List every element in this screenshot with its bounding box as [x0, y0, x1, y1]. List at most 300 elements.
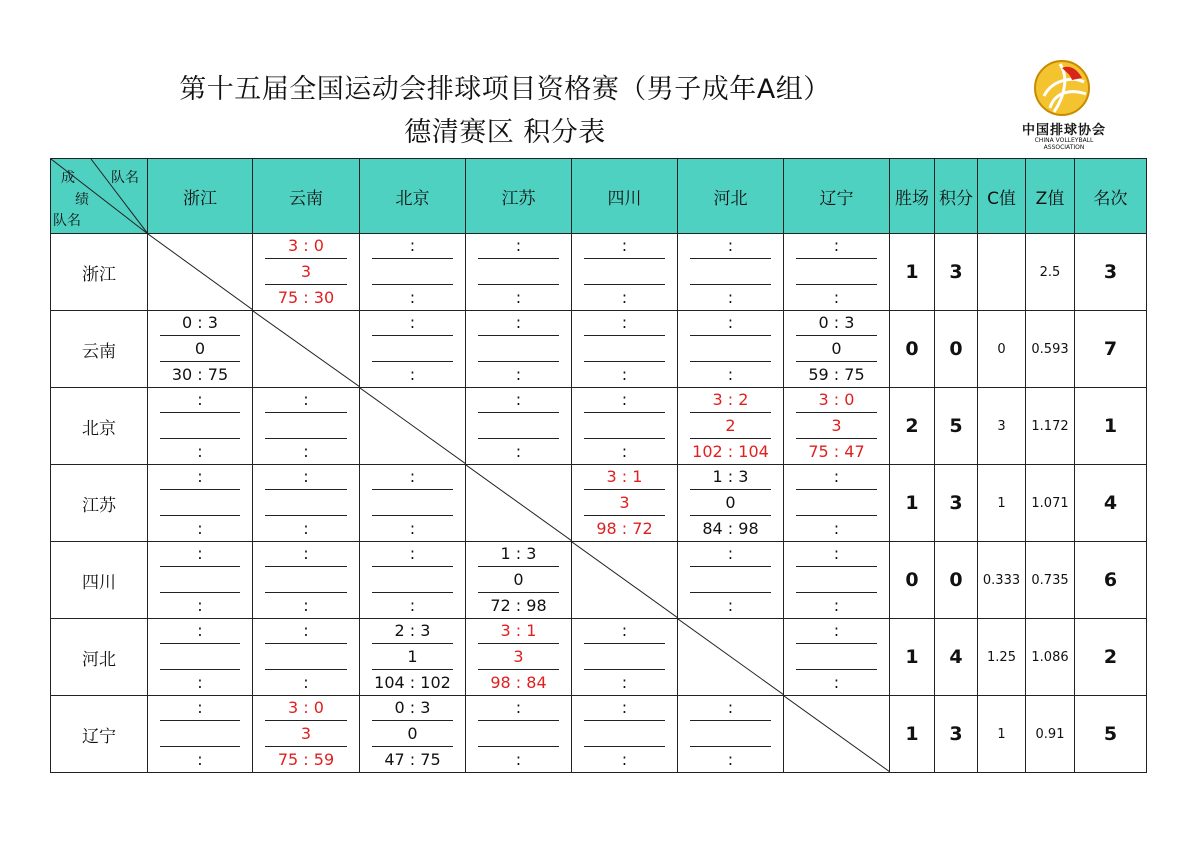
- standings-table: [50, 158, 1147, 773]
- col-header-z-value: Z值: [1026, 159, 1075, 234]
- set-score: :: [197, 390, 203, 409]
- corner-score-label-2: 绩: [75, 192, 89, 208]
- table-row: [51, 388, 1147, 465]
- set-score: 2 : 3: [394, 621, 431, 640]
- score-divider: [160, 489, 240, 490]
- set-score: :: [197, 544, 203, 563]
- ball-score: 75 : 47: [808, 442, 865, 461]
- match-points: 3: [300, 724, 312, 743]
- ball-score: :: [621, 673, 628, 692]
- ball-score: :: [621, 442, 628, 461]
- match-points: 1: [407, 647, 418, 666]
- diagonal-line: [784, 696, 890, 772]
- match-result-cell: [148, 696, 253, 773]
- match-result-cell: [148, 311, 253, 388]
- match-result-cell: [148, 388, 253, 465]
- score-divider: [372, 335, 453, 336]
- set-score: 3 : 2: [712, 390, 749, 409]
- ball-score: :: [515, 288, 522, 307]
- match-points: 0: [725, 493, 736, 512]
- rank-value: 6: [1075, 542, 1147, 619]
- c-value: 1.25: [978, 619, 1026, 696]
- score-divider: [265, 720, 347, 721]
- diagonal-line: [253, 311, 360, 387]
- self-match-cell: [678, 619, 784, 696]
- ball-score: 75 : 30: [277, 288, 335, 307]
- set-score: 1 : 3: [500, 544, 537, 563]
- self-match-cell: [253, 311, 360, 388]
- corner-row-label: 队名: [53, 213, 81, 229]
- self-match-cell: [572, 542, 678, 619]
- ball-score: :: [409, 596, 416, 615]
- score-divider: [796, 284, 877, 285]
- ball-score: :: [409, 288, 416, 307]
- match-points: 3: [513, 647, 524, 666]
- set-score: :: [515, 313, 522, 332]
- score-divider: [796, 335, 877, 336]
- ball-score: :: [197, 596, 203, 615]
- col-header-rank: 名次: [1075, 159, 1147, 234]
- score-divider: [372, 515, 453, 516]
- score-divider: [478, 335, 559, 336]
- ball-score: :: [197, 750, 203, 769]
- match-result-cell: [466, 234, 572, 311]
- match-result-cell: [678, 234, 784, 311]
- ball-score: :: [515, 365, 522, 384]
- ball-score: :: [303, 442, 309, 461]
- points-value: 4: [935, 619, 978, 696]
- match-result-cell: [148, 465, 253, 542]
- ball-score: 104 : 102: [374, 673, 451, 692]
- score-divider: [478, 643, 559, 644]
- score-divider: [690, 720, 771, 721]
- score-divider: [796, 592, 877, 593]
- score-divider: [584, 515, 665, 516]
- match-result-cell: [572, 234, 678, 311]
- score-divider: [160, 566, 240, 567]
- set-score: 3 : 0: [288, 236, 324, 255]
- table-row: [51, 311, 1147, 388]
- col-header-c-value: C值: [978, 159, 1026, 234]
- score-divider: [265, 669, 347, 670]
- set-score: :: [197, 621, 203, 640]
- set-score: :: [621, 313, 628, 332]
- match-result-cell: [784, 311, 890, 388]
- match-result-cell: [360, 311, 466, 388]
- ball-score: :: [409, 365, 416, 384]
- self-match-cell: [148, 234, 253, 311]
- set-score: :: [727, 544, 734, 563]
- match-result-cell: [466, 388, 572, 465]
- match-result-cell: [253, 388, 360, 465]
- match-points: 2: [725, 416, 736, 435]
- rank-value: 5: [1075, 696, 1147, 773]
- table-row: [51, 542, 1147, 619]
- score-divider: [796, 489, 877, 490]
- wins-value: 1: [890, 696, 935, 773]
- ball-score: 102 : 104: [692, 442, 769, 461]
- ball-score: :: [197, 673, 203, 692]
- col-header-team: 辽宁: [784, 159, 890, 234]
- score-divider: [265, 258, 347, 259]
- diagonal-line: [148, 234, 253, 310]
- match-result-cell: [572, 619, 678, 696]
- score-divider: [372, 258, 453, 259]
- match-points: 0: [407, 724, 418, 743]
- ball-score: :: [621, 750, 628, 769]
- ball-score: :: [727, 288, 734, 307]
- ball-score: 84 : 98: [702, 519, 759, 538]
- match-result-cell: [784, 234, 890, 311]
- score-divider: [690, 592, 771, 593]
- z-value: 0.91: [1026, 696, 1075, 773]
- row-team-name: 浙江: [51, 234, 148, 311]
- match-result-cell: [253, 542, 360, 619]
- match-result-cell: [360, 465, 466, 542]
- col-header-team: 云南: [253, 159, 360, 234]
- wins-value: 2: [890, 388, 935, 465]
- match-result-cell: [253, 234, 360, 311]
- match-points: 3: [831, 416, 842, 435]
- match-result-cell: [466, 619, 572, 696]
- volleyball-icon: [1032, 58, 1092, 118]
- score-divider: [796, 669, 877, 670]
- points-value: 3: [935, 465, 978, 542]
- set-score: :: [409, 467, 416, 486]
- score-divider: [478, 361, 559, 362]
- match-points: 3: [300, 262, 312, 281]
- ball-score: :: [621, 288, 628, 307]
- set-score: 3 : 0: [288, 698, 324, 717]
- ball-score: :: [621, 365, 628, 384]
- wins-value: 0: [890, 542, 935, 619]
- score-divider: [265, 643, 347, 644]
- ball-score: :: [409, 519, 416, 538]
- logo-subtext: CHINA VOLLEYBALL ASSOCIATION: [1034, 137, 1094, 151]
- match-result-cell: [466, 696, 572, 773]
- logo-text: 中国排球协会: [1021, 123, 1106, 138]
- ball-score: :: [197, 442, 203, 461]
- rank-value: 3: [1075, 234, 1147, 311]
- score-divider: [690, 438, 771, 439]
- ball-score: 98 : 84: [490, 673, 547, 692]
- score-divider: [372, 669, 453, 670]
- ball-score: 59 : 75: [808, 365, 865, 384]
- score-divider: [690, 284, 771, 285]
- wins-value: 1: [890, 619, 935, 696]
- score-divider: [478, 720, 559, 721]
- rank-value: 1: [1075, 388, 1147, 465]
- ball-score: :: [303, 673, 309, 692]
- match-result-cell: [678, 311, 784, 388]
- points-value: 3: [935, 696, 978, 773]
- table-row: [51, 465, 1147, 542]
- match-result-cell: [678, 696, 784, 773]
- c-value: 1: [978, 696, 1026, 773]
- score-divider: [796, 361, 877, 362]
- ball-score: :: [833, 288, 840, 307]
- score-divider: [690, 361, 771, 362]
- score-divider: [265, 412, 347, 413]
- score-divider: [796, 515, 877, 516]
- header-row: [51, 159, 1147, 234]
- score-divider: [584, 438, 665, 439]
- row-team-name: 北京: [51, 388, 148, 465]
- diagonal-line: [466, 465, 572, 541]
- ball-score: 47 : 75: [384, 750, 441, 769]
- match-result-cell: [360, 234, 466, 311]
- z-value: 0.735: [1026, 542, 1075, 619]
- set-score: :: [303, 621, 309, 640]
- score-divider: [584, 489, 665, 490]
- page-subtitle: 德清赛区 积分表: [404, 117, 606, 148]
- col-header-wins: 胜场: [890, 159, 935, 234]
- set-score: :: [303, 390, 309, 409]
- set-score: :: [621, 621, 628, 640]
- match-result-cell: [253, 619, 360, 696]
- set-score: :: [303, 544, 309, 563]
- col-header-team: 浙江: [148, 159, 253, 234]
- score-divider: [160, 720, 240, 721]
- score-divider: [584, 335, 665, 336]
- score-divider: [372, 643, 453, 644]
- set-score: :: [621, 390, 628, 409]
- row-team-name: 四川: [51, 542, 148, 619]
- score-divider: [584, 669, 665, 670]
- diagonal-line: [360, 388, 466, 464]
- self-match-cell: [466, 465, 572, 542]
- corner-score-label-1: 成: [61, 170, 75, 186]
- score-divider: [265, 566, 347, 567]
- score-divider: [372, 489, 453, 490]
- score-divider: [160, 335, 240, 336]
- ball-score: 72 : 98: [490, 596, 547, 615]
- set-score: :: [409, 313, 416, 332]
- set-score: 3 : 1: [606, 467, 643, 486]
- z-value: 1.172: [1026, 388, 1075, 465]
- score-divider: [796, 412, 877, 413]
- z-value: 1.071: [1026, 465, 1075, 542]
- self-match-cell: [784, 696, 890, 773]
- set-score: 3 : 1: [500, 621, 537, 640]
- score-divider: [690, 258, 771, 259]
- page-title: 第十五届全国运动会排球项目资格赛（男子成年A组）: [179, 74, 831, 105]
- score-divider: [160, 438, 240, 439]
- match-result-cell: [784, 619, 890, 696]
- table-row: [51, 696, 1147, 773]
- ball-score: :: [303, 596, 309, 615]
- volleyball-association-logo: [1014, 58, 1110, 150]
- match-result-cell: [148, 542, 253, 619]
- score-divider: [265, 592, 347, 593]
- row-team-name: 辽宁: [51, 696, 148, 773]
- match-result-cell: [466, 311, 572, 388]
- row-team-name: 江苏: [51, 465, 148, 542]
- set-score: 1 : 3: [712, 467, 749, 486]
- c-value: 0: [978, 311, 1026, 388]
- set-score: :: [197, 467, 203, 486]
- match-result-cell: [572, 465, 678, 542]
- match-result-cell: [572, 696, 678, 773]
- corner-col-label: 队名: [111, 170, 139, 186]
- z-value: 1.086: [1026, 619, 1075, 696]
- set-score: :: [515, 236, 522, 255]
- score-divider: [160, 746, 240, 747]
- score-divider: [265, 489, 347, 490]
- ball-score: :: [833, 673, 840, 692]
- score-divider: [265, 515, 347, 516]
- points-value: 5: [935, 388, 978, 465]
- score-divider: [584, 720, 665, 721]
- match-result-cell: [678, 465, 784, 542]
- match-result-cell: [678, 388, 784, 465]
- c-value: 3: [978, 388, 1026, 465]
- c-value: 0.333: [978, 542, 1026, 619]
- score-divider: [584, 361, 665, 362]
- ball-score: :: [303, 519, 309, 538]
- set-score: :: [833, 236, 840, 255]
- score-divider: [584, 412, 665, 413]
- col-header-points: 积分: [935, 159, 978, 234]
- set-score: 0 : 3: [818, 313, 855, 332]
- match-result-cell: [572, 311, 678, 388]
- rank-value: 4: [1075, 465, 1147, 542]
- score-divider: [265, 746, 347, 747]
- z-value: 0.593: [1026, 311, 1075, 388]
- score-divider: [265, 438, 347, 439]
- ball-score: :: [833, 596, 840, 615]
- match-result-cell: [360, 619, 466, 696]
- match-points: 0: [194, 339, 206, 358]
- score-divider: [690, 412, 771, 413]
- points-value: 3: [935, 234, 978, 311]
- c-value: [978, 234, 1026, 311]
- col-header-team: 江苏: [466, 159, 572, 234]
- score-divider: [796, 258, 877, 259]
- ball-score: :: [727, 596, 734, 615]
- score-divider: [160, 669, 240, 670]
- set-score: :: [727, 698, 734, 717]
- col-header-team: 河北: [678, 159, 784, 234]
- col-header-team: 四川: [572, 159, 678, 234]
- score-divider: [265, 284, 347, 285]
- match-result-cell: [784, 388, 890, 465]
- score-divider: [372, 720, 453, 721]
- set-score: :: [727, 313, 734, 332]
- score-divider: [372, 566, 453, 567]
- score-divider: [584, 746, 665, 747]
- set-score: 3 : 0: [818, 390, 855, 409]
- score-divider: [372, 592, 453, 593]
- match-result-cell: [148, 619, 253, 696]
- score-divider: [160, 361, 240, 362]
- ball-score: 98 : 72: [596, 519, 653, 538]
- points-value: 0: [935, 311, 978, 388]
- row-team-name: 河北: [51, 619, 148, 696]
- score-divider: [690, 746, 771, 747]
- corner-header: [51, 159, 148, 234]
- score-divider: [372, 361, 453, 362]
- points-value: 0: [935, 542, 978, 619]
- wins-value: 0: [890, 311, 935, 388]
- set-score: :: [621, 236, 628, 255]
- score-divider: [478, 746, 559, 747]
- set-score: :: [833, 544, 840, 563]
- match-points: 3: [619, 493, 630, 512]
- score-divider: [478, 438, 559, 439]
- score-divider: [160, 592, 240, 593]
- match-points: 0: [513, 570, 524, 589]
- score-divider: [160, 412, 240, 413]
- match-result-cell: [253, 465, 360, 542]
- wins-value: 1: [890, 465, 935, 542]
- match-result-cell: [466, 542, 572, 619]
- ball-score: :: [515, 442, 522, 461]
- table-row: [51, 619, 1147, 696]
- ball-score: :: [197, 519, 203, 538]
- wins-value: 1: [890, 234, 935, 311]
- score-divider: [584, 643, 665, 644]
- ball-score: :: [727, 750, 734, 769]
- ball-score: 75 : 59: [277, 750, 335, 769]
- score-divider: [372, 284, 453, 285]
- diagonal-line: [678, 619, 784, 695]
- score-divider: [160, 515, 240, 516]
- score-divider: [584, 284, 665, 285]
- col-header-team: 北京: [360, 159, 466, 234]
- match-result-cell: [253, 696, 360, 773]
- score-divider: [478, 412, 559, 413]
- rank-value: 2: [1075, 619, 1147, 696]
- match-result-cell: [678, 542, 784, 619]
- diagonal-line: [572, 542, 678, 618]
- table-row: [51, 234, 1147, 311]
- score-divider: [372, 746, 453, 747]
- set-score: :: [515, 390, 522, 409]
- set-score: 0 : 3: [182, 313, 218, 332]
- match-result-cell: [784, 465, 890, 542]
- ball-score: :: [833, 519, 840, 538]
- row-team-name: 云南: [51, 311, 148, 388]
- ball-score: 30 : 75: [171, 365, 229, 384]
- score-divider: [690, 566, 771, 567]
- match-result-cell: [572, 388, 678, 465]
- set-score: :: [515, 698, 522, 717]
- set-score: :: [409, 236, 416, 255]
- score-divider: [160, 643, 240, 644]
- score-divider: [690, 335, 771, 336]
- z-value: 2.5: [1026, 234, 1075, 311]
- score-divider: [478, 592, 559, 593]
- match-result-cell: [360, 696, 466, 773]
- score-divider: [478, 258, 559, 259]
- score-divider: [796, 643, 877, 644]
- match-result-cell: [360, 542, 466, 619]
- set-score: :: [409, 544, 416, 563]
- score-divider: [478, 284, 559, 285]
- set-score: :: [197, 698, 203, 717]
- score-divider: [478, 566, 559, 567]
- score-divider: [796, 566, 877, 567]
- set-score: 0 : 3: [394, 698, 431, 717]
- set-score: :: [303, 467, 309, 486]
- set-score: :: [727, 236, 734, 255]
- c-value: 1: [978, 465, 1026, 542]
- ball-score: :: [515, 750, 522, 769]
- score-divider: [584, 258, 665, 259]
- score-divider: [478, 669, 559, 670]
- set-score: :: [621, 698, 628, 717]
